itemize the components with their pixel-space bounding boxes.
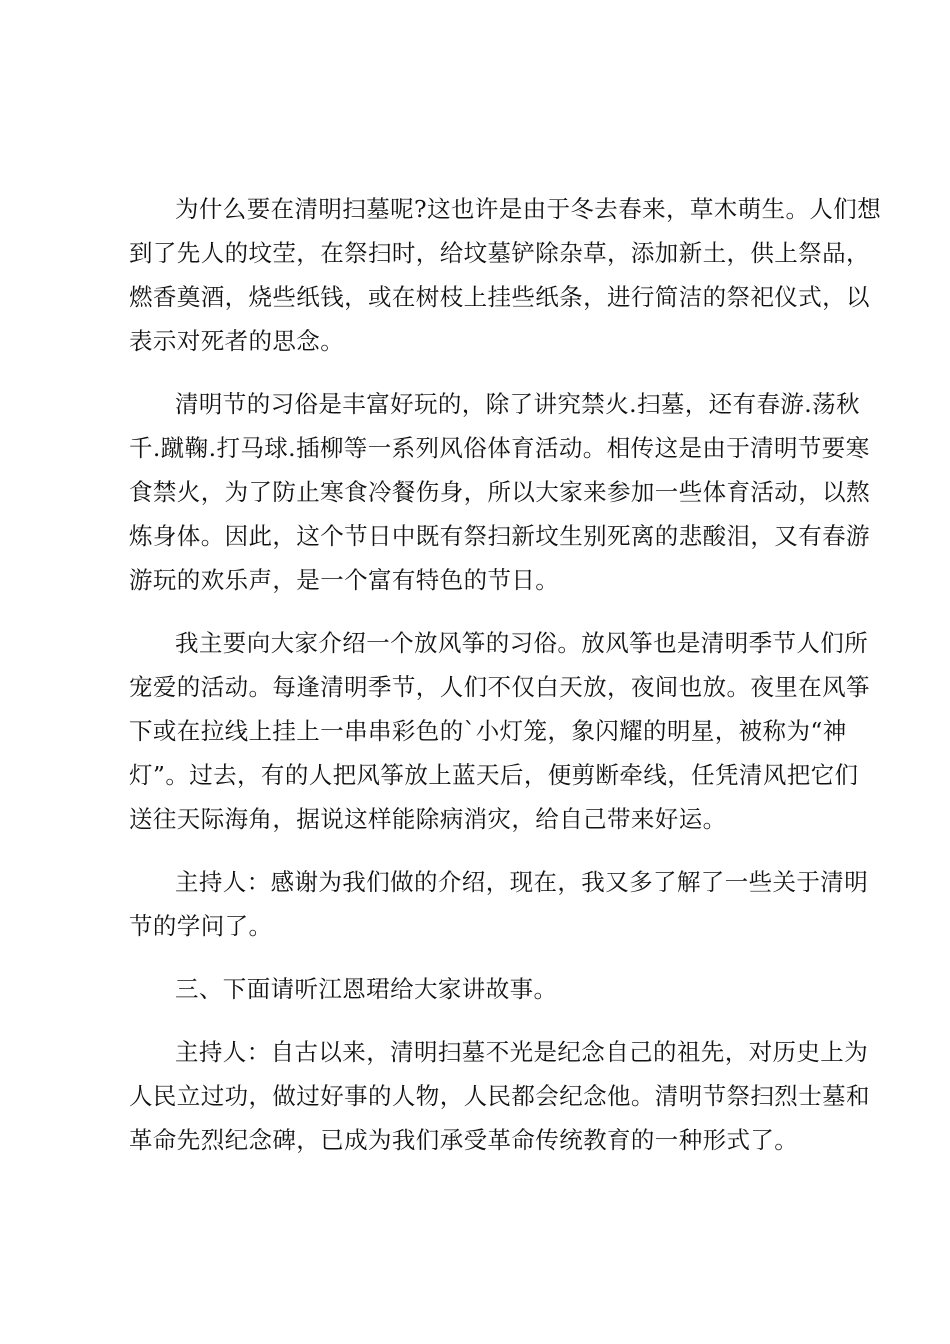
text-line: 炼身体。因此，这个节日中既有祭扫新坟生别死离的悲酸泪，又有春游 (129, 522, 870, 550)
text-line: 清明节的习俗是丰富好玩的，除了讲究禁火.扫墓，还有春游.荡秋 (175, 390, 860, 418)
text-line: 游玩的欢乐声，是一个富有特色的节日。 (129, 566, 560, 594)
paragraph-section-three (129, 967, 833, 1011)
text-line: 革命先烈纪念碑，已成为我们承受革命传统教育的一种形式了。 (129, 1126, 799, 1154)
paragraph-host-martyrs (129, 1030, 870, 1162)
paragraph-host-thanks (129, 860, 869, 948)
text-line: 到了先人的坟茔，在祭扫时，给坟墓铲除杂草，添加新土，供上祭品， (129, 239, 870, 267)
paragraph-qingming-customs (129, 382, 870, 602)
paragraph-kite-flying (129, 621, 870, 841)
text-line: 为什么要在清明扫墓呢?这也许是由于冬去春来，草木萌生。人们想 (175, 195, 882, 223)
text-line: 主持人：自古以来，清明扫墓不光是纪念自己的祖先，对历史上为 (175, 1038, 869, 1066)
text-line: 主持人：感谢为我们做的介绍，现在，我又多了解了一些关于清明 (175, 868, 869, 896)
text-line: 三、下面请听江恩珺给大家讲故事。 (175, 975, 558, 1003)
text-line: 表示对死者的思念。 (129, 327, 345, 355)
text-line: 人民立过功，做过好事的人物，人民都会纪念他。清明节祭扫烈士墓和 (129, 1082, 870, 1110)
text-line: 食禁火，为了防止寒食冷餐伤身，所以大家来参加一些体育活动，以熬 (129, 478, 870, 506)
text-line: 宠爱的活动。每逢清明季节，人们不仅白天放，夜间也放。夜里在风筝 (129, 673, 870, 701)
text-line: 我主要向大家介绍一个放风筝的习俗。放风筝也是清明季节人们所 (175, 629, 869, 657)
text-line: 节的学问了。 (129, 912, 273, 940)
text-line: 送往天际海角，据说这样能除病消灾，给自己带来好运。 (129, 805, 727, 833)
document-body (129, 187, 882, 1181)
paragraph-qingming-sweeping (129, 187, 882, 363)
text-line: 千.蹴鞠.打马球.插柳等一系列风俗体育活动。相传这是由于清明节要寒 (129, 434, 870, 462)
text-line: 燃香奠酒，烧些纸钱，或在树枝上挂些纸条，进行简洁的祭祀仪式，以 (129, 283, 870, 311)
text-line: 下或在拉线上挂上一串串彩色的`小灯笼，象闪耀的明星，被称为“神 (129, 717, 847, 745)
text-line: 灯”。过去，有的人把风筝放上蓝天后，便剪断牵线，任凭清风把它们 (129, 761, 859, 789)
